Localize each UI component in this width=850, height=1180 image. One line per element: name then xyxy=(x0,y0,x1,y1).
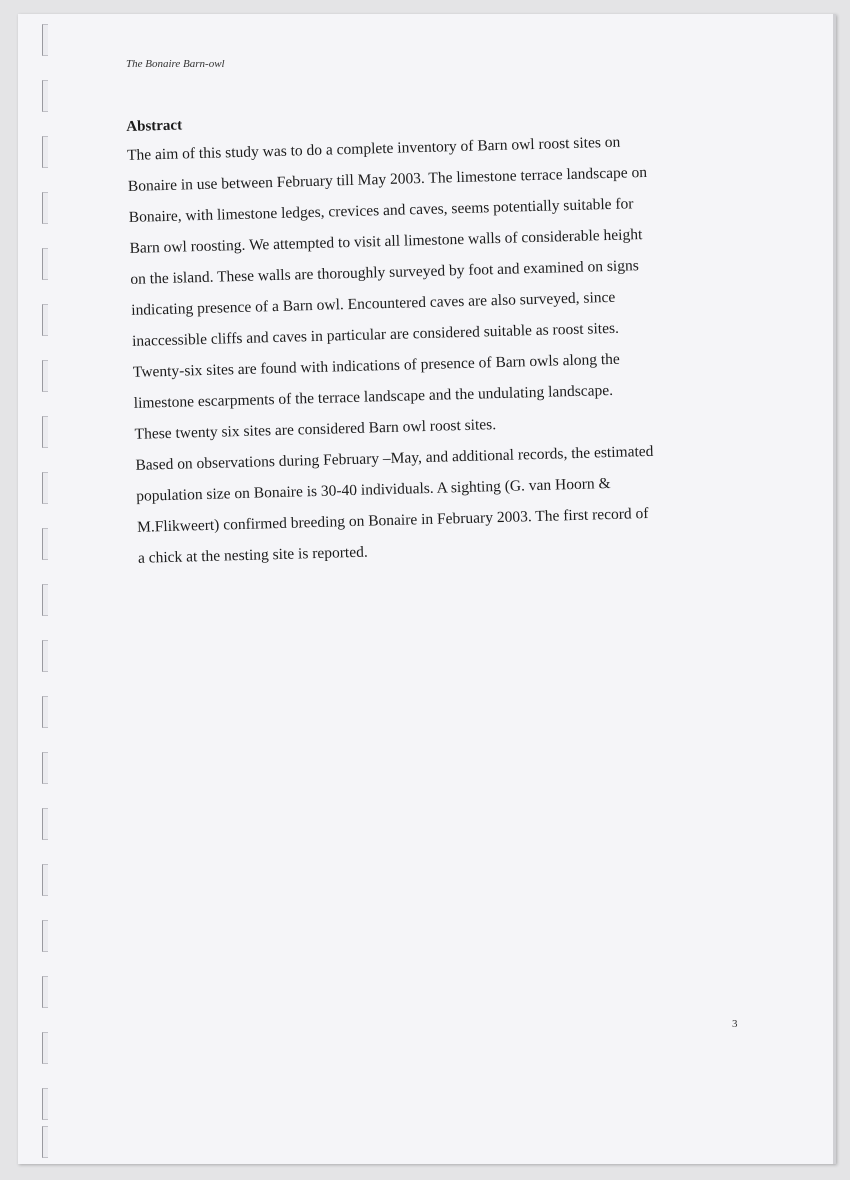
abstract-heading: Abstract xyxy=(126,117,183,135)
abstract-line: Twenty-six sites are found with indications of presence of Barn owls along the xyxy=(132,350,621,381)
punch-hole xyxy=(42,360,48,392)
abstract-line: Bonaire in use between February till May 2003. The limestone terrace landscape on xyxy=(127,163,648,195)
punch-hole xyxy=(42,192,48,224)
punch-hole xyxy=(42,1032,48,1064)
abstract-line: population size on Bonaire is 30-40 individuals. A sighting (G. van Hoorn & xyxy=(136,475,611,505)
abstract-line: These twenty six sites are considered Barn owl roost sites. xyxy=(134,416,497,443)
punch-hole xyxy=(42,80,48,112)
abstract-line: limestone escarpments of the terrace landscape and the undulating landscape. xyxy=(133,381,614,412)
punch-hole xyxy=(42,640,48,672)
punch-hole xyxy=(42,584,48,616)
abstract-line: on the island. These walls are thoroughly surveyed by foot and examined on signs xyxy=(130,257,639,288)
punch-hole xyxy=(42,24,48,56)
punch-hole xyxy=(42,752,48,784)
punch-hole xyxy=(42,976,48,1008)
page-edge xyxy=(833,14,836,1164)
abstract-line: M.Flikweert) confirmed breeding on Bonaire in February 2003. The first record of xyxy=(136,505,649,536)
abstract-line: indicating presence of a Barn owl. Encountered caves are also surveyed, since xyxy=(131,288,616,319)
abstract-line: The aim of this study was to do a complete inventory of Barn owl roost sites on xyxy=(126,133,621,164)
abstract-line: Based on observations during February –May, and additional records, the estimated xyxy=(135,442,654,474)
punch-hole xyxy=(42,808,48,840)
punch-hole xyxy=(42,528,48,560)
punch-hole xyxy=(42,1126,48,1158)
abstract-line: inaccessible cliffs and caves in particular are considered suitable as roost sites. xyxy=(131,319,620,350)
abstract-line: a chick at the nesting site is reported. xyxy=(137,543,368,567)
binding-punch-holes xyxy=(42,18,54,1158)
abstract-section xyxy=(126,99,748,573)
document-page xyxy=(18,14,836,1164)
abstract-line: Barn owl roosting. We attempted to visit all limestone walls of considerable height xyxy=(129,226,643,257)
punch-hole xyxy=(42,920,48,952)
punch-hole xyxy=(42,696,48,728)
page-number: 3 xyxy=(732,1018,738,1030)
punch-hole xyxy=(42,472,48,504)
punch-hole xyxy=(42,304,48,336)
punch-hole xyxy=(42,248,48,280)
punch-hole xyxy=(42,1088,48,1120)
punch-hole xyxy=(42,864,48,896)
punch-hole xyxy=(42,416,48,448)
punch-hole xyxy=(42,136,48,168)
abstract-line: Bonaire, with limestone ledges, crevices and caves, seems potentially suitable for xyxy=(128,195,634,226)
running-header: The Bonaire Barn-owl xyxy=(126,58,225,70)
